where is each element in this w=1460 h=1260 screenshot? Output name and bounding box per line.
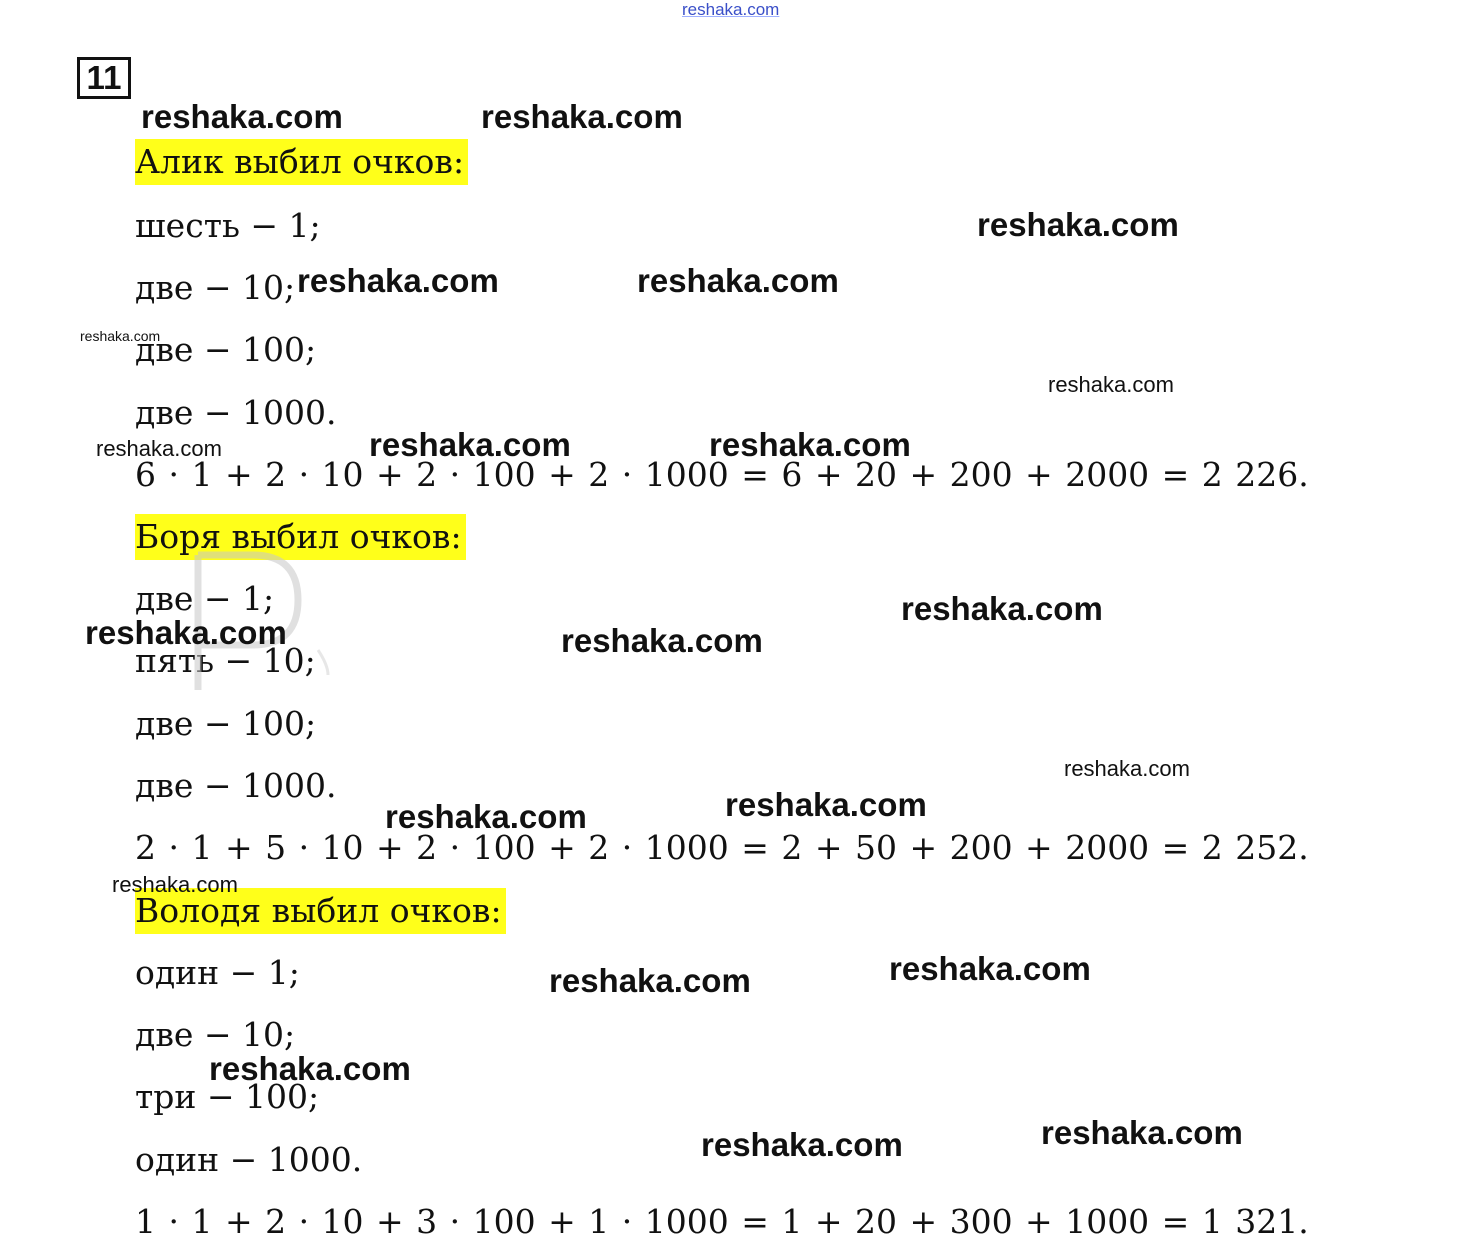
watermark: reshaka.com [1064,756,1190,781]
volodya-line-1: один − 1; [135,953,300,992]
alik-line-4: две − 1000. [135,393,337,432]
watermark: reshaka.com [709,426,911,463]
watermark: reshaka.com [369,426,571,463]
watermark: reshaka.com [85,614,287,651]
volodya-line-3: три − 100; [135,1077,320,1116]
task-number: 11 [77,57,131,99]
watermark: reshaka.com [80,328,161,344]
watermark: reshaka.com [901,590,1103,627]
volodya-line-4: один − 1000. [135,1140,363,1179]
watermark: reshaka.com [549,962,751,999]
watermark: reshaka.com [112,872,238,897]
watermark: reshaka.com [701,1126,903,1163]
watermark: reshaka.com [1048,372,1174,397]
watermark: reshaka.com [637,262,839,299]
borya-line-3: две − 100; [135,704,317,743]
section-heading-alik: Алик выбил очков: [135,139,468,185]
watermark: reshaka.com [297,262,499,299]
watermark: reshaka.com [96,436,222,461]
borya-equation: 2 · 1 + 5 · 10 + 2 · 100 + 2 · 1000 = 2 + 50 + 200 + 2000 = 2 252. [135,828,1309,867]
watermark: reshaka.com [481,98,683,135]
volodya-line-2: две − 10; [135,1015,296,1054]
borya-line-2: пять − 10; [135,641,316,680]
watermark: reshaka.com [561,622,763,659]
watermark: reshaka.com [141,98,343,135]
watermark: reshaka.com [889,950,1091,987]
volodya-equation: 1 · 1 + 2 · 10 + 3 · 100 + 1 · 1000 = 1 + 20 + 300 + 1000 = 1 321. [135,1202,1309,1241]
watermark: reshaka.com [977,206,1179,243]
borya-line-4: две − 1000. [135,766,337,805]
watermark: reshaka.com [1041,1114,1243,1151]
alik-line-3: две − 100; [135,330,317,369]
section-heading-volodya: Володя выбил очков: [135,888,506,934]
alik-line-2: две − 10; [135,268,296,307]
section-heading-borya: Боря выбил очков: [135,514,466,560]
alik-equation: 6 · 1 + 2 · 10 + 2 · 100 + 2 · 1000 = 6 + 20 + 200 + 2000 = 2 226. [135,455,1309,494]
borya-line-1: две − 1; [135,579,275,618]
watermark: reshaka.com [725,786,927,823]
alik-line-1: шесть − 1; [135,206,321,245]
watermark: reshaka.com [209,1050,411,1087]
watermark: reshaka.com [385,798,587,835]
site-link[interactable]: reshaka.com [682,0,780,19]
